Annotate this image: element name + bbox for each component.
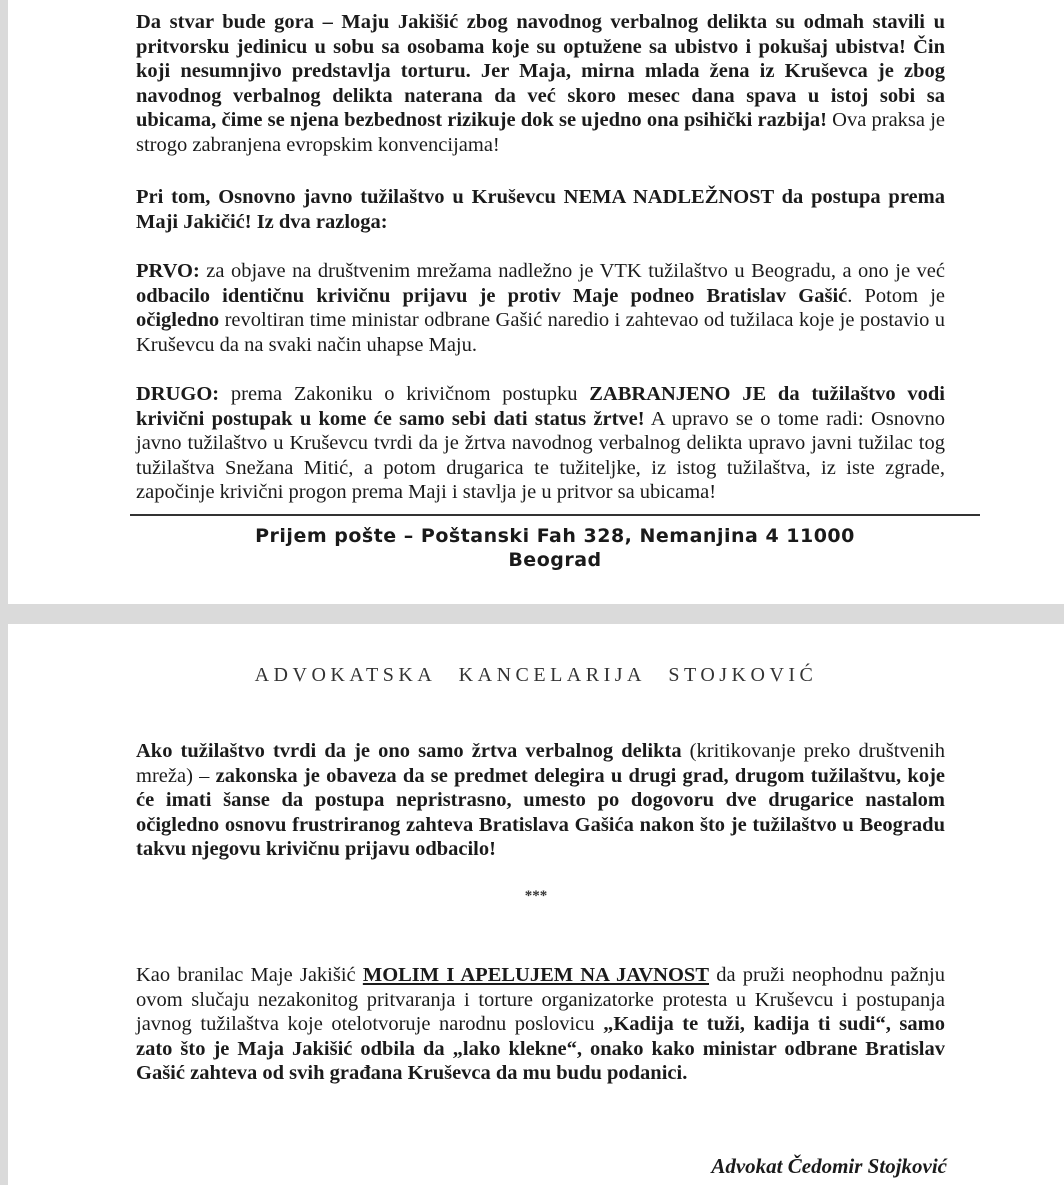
paragraph-intro [136,10,945,158]
paragraph-first-reason [136,259,945,357]
second-reason-text-2: A upravo se o tome radi: Osnovno javno tužilaštvo u Kruševcu tvrdi da je žrtva navodnog verbalnog delikta upravo javni tužilac tog tužilaštva Snežana Mitić, a potom drugarica te tužiteljke, iz istog tužilaštva, iz iste zgrade, započinje krivični progon prema Maji i stavlja je u pritvor sa ubicama! [136,407,945,504]
intro-regular-text: Ova praksa je strogo zabranjena evropskim konvencijama! [136,109,946,156]
second-reason-text-1: prema Zakoniku o krivičnom postupku [219,383,590,405]
second-reason-bold: ZABRANJENO JE da tužilaštvo vodi krivični postupak u kome će samo sebi dati status žrtve! [136,383,945,430]
first-reason-label: PRVO: [136,260,200,282]
document-page-1 [8,0,1064,604]
first-reason-text-3: revoltiran time ministar odbrane Gašić naredio i zahtevao od tužilaca koje je postavio u Kruševcu da na svaki način uhapse Maju. [136,309,945,356]
paragraph-delegation [136,739,945,862]
page-footer [130,524,980,572]
signature: Advokat Čedomir Stojković [711,1154,947,1178]
footer-address-line: Prijem pošte – Poštanski Fah 328, Nemanjina 4 11000 [255,525,855,547]
section-separator: *** [524,888,548,904]
footer-divider [130,514,980,516]
letterhead: ADVOKATSKA KANCELARIJA STOJKOVIĆ [254,664,818,686]
first-reason-bold-2: očigledno [136,309,220,332]
first-reason-bold-1: odbacilo identičnu krivičnu prijavu je protiv Maje podneo Bratislav Gašić [136,284,848,307]
first-reason-text-1: za objave na društvenim mrežama nadležno je VTK tužilaštvo u Beogradu, a ono je već [199,260,945,282]
delegation-regular: (kritikovanje preko društvenih mreža) – [136,740,945,787]
footer-city-line: Beograd [508,549,602,571]
paragraph-second-reason [136,382,945,505]
appeal-text-1: Kao branilac Maje Jakišić [136,964,363,986]
first-reason-text-2: . Potom je [847,284,945,307]
appeal-text-2: da pruži neophodnu pažnju ovom slučaju nezakonitog pritvaranja i torture organizatorke protesta u Kruševcu i postupanja javnog tužilaštva koje otelotvoruje narodnu poslovicu [136,964,945,1036]
appeal-bold: „Kadija te tuži, kadija ti sudi“, samo zato što je Maja Jakišić odbila da „lako klekne“, onako kako ministar odbrane Bratislav Gašić zahteva od svih građana Kruševca da mu budu podanici. [136,1013,945,1085]
paragraph-appeal [136,963,945,1086]
intro-bold-text: Da stvar bude gora – Maju Jakišić zbog navodnog verbalnog delikta su odmah stavili u pritvorsku jedinicu u sobu sa osobama koje su optužene sa ubistvo i pokušaj ubistva! Čin koji nesumnjivo predstavlja torturu. Jer Maja, mirna mlada žena iz Kruševca je zbog navodnog verbalnog delikta naterana da već skoro mesec dana spava u istoj sobi sa ubicama, čime se njena bezbednost rizikuje dok se ujedno ona psihički razbija! [136,11,945,132]
second-reason-label: DRUGO: [136,383,220,405]
document-page-2 [8,624,1064,1185]
appeal-underlined: MOLIM I APELUJEM NA JAVNOST [362,964,710,986]
delegation-bold-2: zakonska je obaveza da se predmet delegira u drugi grad, drugom tužilaštvu, koje će imati šanse da postupa nepristrasno, umesto po dogovoru dve drugarice nastalom očigledno osnovu frustriranog zahteva Bratislava Gašića nakon što je tužilaštvo u Beogradu takvu njegovu krivičnu prijavu odbacilo! [136,764,945,861]
delegation-bold-1: Ako tužilaštvo tvrdi da je ono samo žrtva verbalnog delikta [136,740,682,762]
paragraph-jurisdiction [136,185,945,234]
jurisdiction-text: Pri tom, Osnovno javno tužilaštvo u Kruševcu NEMA NADLEŽNOST da postupa prema Maji Jakičić! Iz dva razloga: [136,186,945,233]
